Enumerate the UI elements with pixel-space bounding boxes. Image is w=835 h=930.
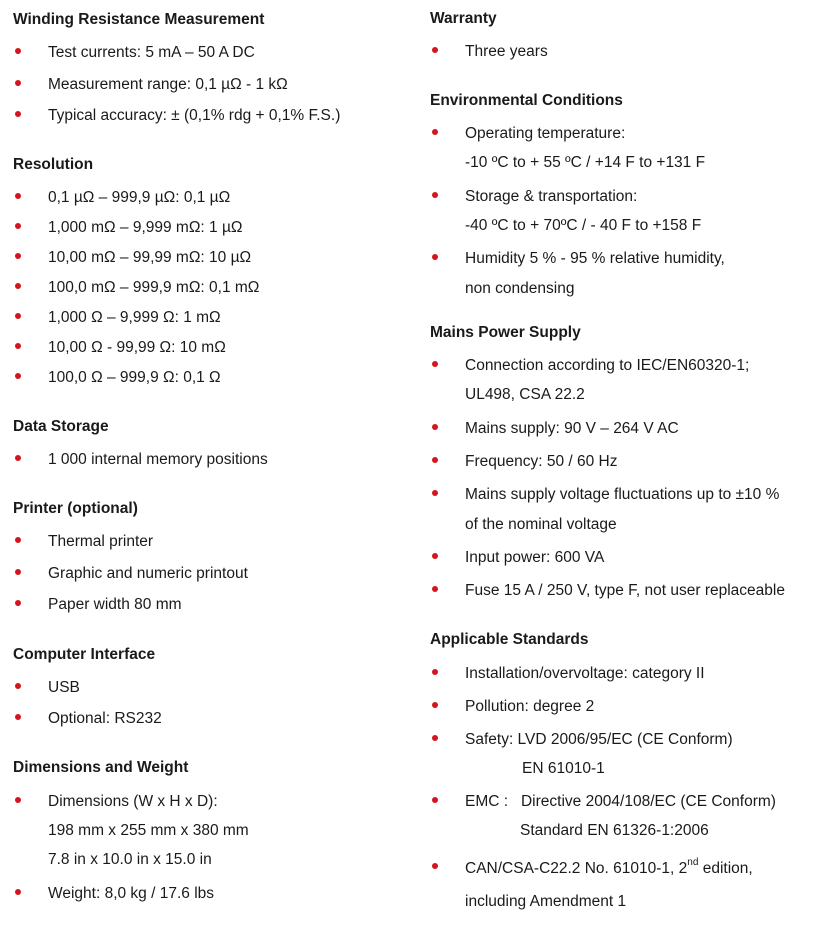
bullet-icon: [432, 797, 438, 803]
section-title-applicable-standards: Applicable Standards: [430, 631, 589, 648]
bullet-icon: [15, 537, 21, 543]
bullet-icon: [15, 889, 21, 895]
section-title-computer-interface: Computer Interface: [13, 646, 156, 663]
section-title-warranty: Warranty: [430, 10, 497, 27]
bullet-icon: [15, 313, 21, 319]
bullet-icon: [15, 600, 21, 606]
bullet-icon: [15, 283, 21, 289]
bullet-icon: [15, 569, 21, 575]
bullet-icon: [432, 47, 438, 53]
bullet-icon: [432, 192, 438, 198]
bullet-icon: [432, 702, 438, 708]
bullet-icon: [15, 253, 21, 259]
bullet-icon: [432, 553, 438, 559]
bullet-icon: [15, 373, 21, 379]
bullet-icon: [432, 457, 438, 463]
bullet-icon: [432, 735, 438, 741]
bullet-icon: [432, 669, 438, 675]
section-title-winding-resistance: Winding Resistance Measurement: [13, 11, 265, 28]
bullet-icon: [15, 343, 21, 349]
section-title-printer: Printer (optional): [13, 500, 138, 517]
bullet-icon: [432, 586, 438, 592]
bullet-icon: [15, 193, 21, 199]
bullet-icon: [15, 80, 21, 86]
bullet-icon: [15, 111, 21, 117]
section-title-resolution: Resolution: [13, 156, 94, 173]
bullet-icon: [15, 797, 21, 803]
bullet-icon: [15, 714, 21, 720]
section-title-mains-power: Mains Power Supply: [430, 324, 581, 341]
bullet-icon: [432, 254, 438, 260]
bullet-icon: [432, 490, 438, 496]
bullet-icon: [15, 455, 21, 461]
bullet-icon: [432, 424, 438, 430]
bullet-icon: [15, 683, 21, 689]
section-title-dimensions-weight: Dimensions and Weight: [13, 759, 189, 776]
bullet-icon: [432, 129, 438, 135]
section-title-data-storage: Data Storage: [13, 418, 109, 435]
bullet-icon: [432, 361, 438, 367]
bullet-icon: [432, 863, 438, 869]
section-title-environmental: Environmental Conditions: [430, 92, 623, 109]
bullet-icon: [15, 48, 21, 54]
bullet-icon: [15, 223, 21, 229]
